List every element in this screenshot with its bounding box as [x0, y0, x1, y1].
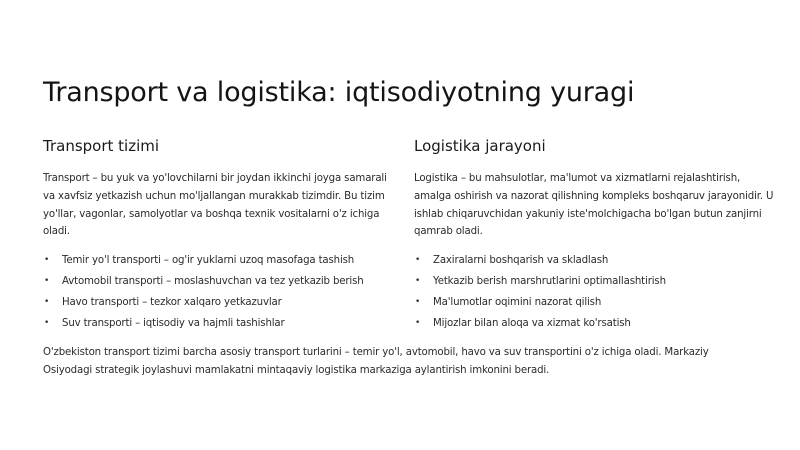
- logistics-column: [414, 136, 774, 334]
- bullet-icon: •: [44, 276, 50, 287]
- bullet-icon: •: [415, 318, 421, 329]
- list-item-text: Temir yo'l transporti – og'ir yuklarni uzoq masofaga tashish: [62, 255, 355, 267]
- logistics-bullet-list: [414, 250, 774, 334]
- list-item: [414, 313, 774, 334]
- list-item: [43, 250, 388, 271]
- logistics-heading: Logistika jarayoni: [414, 137, 546, 155]
- list-item-text: Yetkazib berish marshrutlarini optimallashtirish: [433, 276, 666, 288]
- list-item-text: Avtomobil transporti – moslashuvchan va tez yetkazib berish: [62, 276, 364, 288]
- list-item: [414, 292, 774, 313]
- list-item-text: Suv transporti – iqtisodiy va hajmli tashishlar: [62, 318, 285, 330]
- bullet-icon: •: [44, 318, 50, 329]
- logistics-paragraph: Logistika – bu mahsulotlar, ma'lumot va xizmatlarni rejalashtirish, amalga oshirish va nazorat qilishning kompleks boshqaruv jarayonidir. U ishlab chiqaruvchidan yakuniy iste'molchigacha bo'lgan butun zanjirni qamrab oladi.: [414, 173, 774, 238]
- list-item: [414, 271, 774, 292]
- transport-bullet-list: [43, 250, 388, 334]
- bullet-icon: •: [44, 255, 50, 266]
- list-item: [43, 313, 388, 334]
- transport-paragraph: Transport – bu yuk va yo'lovchilarni bir joydan ikkinchi joyga samarali va xavfsiz yetkazish uchun mo'ljallangan murakkab tizimdir. Bu tizim yo'llar, vagonlar, samolyotlar va boshqa texnik vositalarni o'z ichiga oladi.: [43, 173, 387, 238]
- bullet-icon: •: [415, 297, 421, 308]
- transport-column: [43, 136, 388, 334]
- list-item-text: Zaxiralarni boshqarish va skladlash: [433, 255, 609, 267]
- list-item-text: Ma'lumotlar oqimini nazorat qilish: [433, 297, 602, 309]
- transport-heading: Transport tizimi: [43, 137, 160, 155]
- bullet-icon: •: [415, 255, 421, 266]
- bullet-icon: •: [415, 276, 421, 287]
- slide-title: Transport va logistika: iqtisodiyotning yuragi: [43, 77, 635, 108]
- list-item-text: Havo transporti – tezkor xalqaro yetkazuvlar: [62, 297, 282, 309]
- list-item: [43, 271, 388, 292]
- bullet-icon: •: [44, 297, 50, 308]
- list-item-text: Mijozlar bilan aloqa va xizmat ko'rsatish: [433, 318, 631, 330]
- summary-paragraph: O'zbekiston transport tizimi barcha asosiy transport turlarini – temir yo'l, avtomobil, havo va suv transportini o'z ichiga oladi. Markaziy Osiyodagi strategik joylashuvi mamlakatni mintaqaviy logistika markaziga aylantirish imkonini beradi.: [43, 347, 709, 376]
- list-item: [414, 250, 774, 271]
- list-item: [43, 292, 388, 313]
